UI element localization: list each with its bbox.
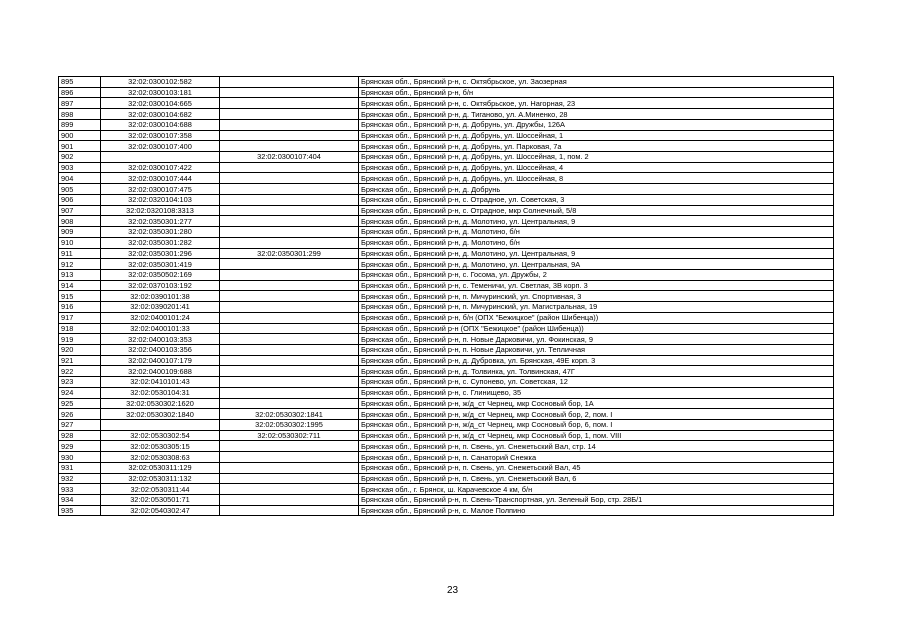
related-cadastral-number-cell <box>220 162 359 173</box>
related-cadastral-number-cell <box>220 355 359 366</box>
row-number-cell: 917 <box>59 312 101 323</box>
table-row <box>59 505 834 516</box>
related-cadastral-number-cell: 32:02:0350301:299 <box>220 248 359 259</box>
row-number-cell: 921 <box>59 355 101 366</box>
row-number-cell: 929 <box>59 441 101 452</box>
cadastral-number-cell: 32:02:0530308:63 <box>101 452 220 463</box>
row-number-cell: 913 <box>59 269 101 280</box>
address-cell: Брянская обл., Брянский р-н, п. Свень, ул. Снежетьский Вал, стр. 14 <box>359 441 834 452</box>
table-row <box>59 77 834 88</box>
row-number-cell: 916 <box>59 302 101 313</box>
cadastral-number-cell: 32:02:0530302:1620 <box>101 398 220 409</box>
related-cadastral-number-cell <box>220 87 359 98</box>
table-row <box>59 205 834 216</box>
address-cell: Брянская обл., Брянский р-н, ж/д_ст Чернец, мкр Сосновый бор, 2, пом. I <box>359 409 834 420</box>
table-row <box>59 130 834 141</box>
cadastral-number-cell: 32:02:0300107:358 <box>101 130 220 141</box>
related-cadastral-number-cell <box>220 366 359 377</box>
address-cell: Брянская обл., Брянский р-н (ОПХ "Бежицкое" (район Шибенца)) <box>359 323 834 334</box>
cadastral-number-cell: 32:02:0400103:353 <box>101 334 220 345</box>
cadastral-number-cell: 32:02:0390101:38 <box>101 291 220 302</box>
related-cadastral-number-cell <box>220 184 359 195</box>
table-row <box>59 462 834 473</box>
row-number-cell: 910 <box>59 237 101 248</box>
table-row <box>59 162 834 173</box>
related-cadastral-number-cell <box>220 194 359 205</box>
address-cell: Брянская обл., Брянский р-н, д. Молотино, б/н <box>359 237 834 248</box>
related-cadastral-number-cell <box>220 291 359 302</box>
address-cell: Брянская обл., Брянский р-н, д. Добрунь, ул. Шоссейная, 1, пом. 2 <box>359 152 834 163</box>
cadastral-number-cell: 32:02:0300107:475 <box>101 184 220 195</box>
row-number-cell: 906 <box>59 194 101 205</box>
address-cell: Брянская обл., Брянский р-н, с. Октябрьское, ул. Заозерная <box>359 77 834 88</box>
row-number-cell: 926 <box>59 409 101 420</box>
cadastral-number-cell: 32:02:0530311:129 <box>101 462 220 473</box>
table-row <box>59 377 834 388</box>
table-row <box>59 355 834 366</box>
cadastral-number-cell: 32:02:0320108:3313 <box>101 205 220 216</box>
related-cadastral-number-cell <box>220 173 359 184</box>
address-cell: Брянская обл., Брянский р-н, п. Свень-Транспортная, ул. Зеленый Бор, стр. 28Б/1 <box>359 495 834 506</box>
table-row <box>59 237 834 248</box>
address-cell: Брянская обл., Брянский р-н, б/н (ОПХ "Бежицкое" (район Шибенца)) <box>359 312 834 323</box>
cadastral-number-cell: 32:02:0300102:582 <box>101 77 220 88</box>
cadastral-number-cell: 32:02:0400103:356 <box>101 344 220 355</box>
address-cell: Брянская обл., Брянский р-н, д. Молотино, ул. Центральная, 9 <box>359 216 834 227</box>
page-number: 23 <box>446 585 459 596</box>
cadastral-number-cell: 32:02:0300107:422 <box>101 162 220 173</box>
table-row <box>59 280 834 291</box>
related-cadastral-number-cell <box>220 387 359 398</box>
cadastral-number-cell: 32:02:0350301:282 <box>101 237 220 248</box>
related-cadastral-number-cell: 32:02:0530302:1995 <box>220 420 359 431</box>
address-cell: Брянская обл., Брянский р-н, д. Добрунь, ул. Шоссейная, 1 <box>359 130 834 141</box>
table-row <box>59 227 834 238</box>
cadastral-number-cell: 32:02:0400101:24 <box>101 312 220 323</box>
row-number-cell: 904 <box>59 173 101 184</box>
cadastral-number-cell: 32:02:0400109:688 <box>101 366 220 377</box>
row-number-cell: 901 <box>59 141 101 152</box>
address-cell: Брянская обл., Брянский р-н, с. Супонево, ул. Советская, 12 <box>359 377 834 388</box>
address-cell: Брянская обл., Брянский р-н, с. Октябрьское, ул. Нагорная, 23 <box>359 98 834 109</box>
row-number-cell: 905 <box>59 184 101 195</box>
cadastral-number-cell: 32:02:0370103:192 <box>101 280 220 291</box>
table-row <box>59 344 834 355</box>
related-cadastral-number-cell <box>220 77 359 88</box>
table-row <box>59 484 834 495</box>
address-cell: Брянская обл., Брянский р-н, п. Санаторий Снежка <box>359 452 834 463</box>
row-number-cell: 899 <box>59 119 101 130</box>
related-cadastral-number-cell: 32:02:0530302:1841 <box>220 409 359 420</box>
row-number-cell: 909 <box>59 227 101 238</box>
address-cell: Брянская обл., Брянский р-н, п. Новые Дарковичи, ул. Тепличная <box>359 344 834 355</box>
table-row <box>59 430 834 441</box>
row-number-cell: 935 <box>59 505 101 516</box>
table-row <box>59 152 834 163</box>
address-cell: Брянская обл., Брянский р-н, п. Новые Дарковичи, ул. Фокинская, 9 <box>359 334 834 345</box>
row-number-cell: 900 <box>59 130 101 141</box>
table-row <box>59 366 834 377</box>
table-row <box>59 473 834 484</box>
row-number-cell: 927 <box>59 420 101 431</box>
address-cell: Брянская обл., Брянский р-н, д. Тиганово, ул. А.Миненко, 28 <box>359 109 834 120</box>
related-cadastral-number-cell <box>220 344 359 355</box>
table-row <box>59 302 834 313</box>
cadastral-number-cell: 32:02:0350301:280 <box>101 227 220 238</box>
related-cadastral-number-cell <box>220 334 359 345</box>
row-number-cell: 919 <box>59 334 101 345</box>
cadastral-number-cell: 32:02:0410101:43 <box>101 377 220 388</box>
cadastral-number-cell: 32:02:0530104:31 <box>101 387 220 398</box>
row-number-cell: 914 <box>59 280 101 291</box>
row-number-cell: 930 <box>59 452 101 463</box>
address-cell: Брянская обл., Брянский р-н, с. Госома, ул. Дружбы, 2 <box>359 269 834 280</box>
related-cadastral-number-cell <box>220 462 359 473</box>
related-cadastral-number-cell <box>220 280 359 291</box>
row-number-cell: 931 <box>59 462 101 473</box>
related-cadastral-number-cell <box>220 216 359 227</box>
table-row <box>59 109 834 120</box>
row-number-cell: 928 <box>59 430 101 441</box>
address-cell: Брянская обл., Брянский р-н, д. Добрунь, ул. Дружбы, 126А <box>359 119 834 130</box>
table-row <box>59 495 834 506</box>
cadastral-number-cell: 32:02:0300104:688 <box>101 119 220 130</box>
row-number-cell: 932 <box>59 473 101 484</box>
related-cadastral-number-cell <box>220 377 359 388</box>
cadastral-number-cell: 32:02:0320104:103 <box>101 194 220 205</box>
related-cadastral-number-cell <box>220 109 359 120</box>
address-cell: Брянская обл., Брянский р-н, д. Молотино, ул. Центральная, 9 <box>359 248 834 259</box>
related-cadastral-number-cell <box>220 398 359 409</box>
related-cadastral-number-cell <box>220 323 359 334</box>
cadastral-number-cell: 32:02:0300107:444 <box>101 173 220 184</box>
cadastral-number-cell: 32:02:0390201:41 <box>101 302 220 313</box>
table-row <box>59 259 834 270</box>
address-cell: Брянская обл., Брянский р-н, с. Отрадное, ул. Советская, 3 <box>359 194 834 205</box>
cadastral-number-cell: 32:02:0300107:400 <box>101 141 220 152</box>
row-number-cell: 911 <box>59 248 101 259</box>
row-number-cell: 922 <box>59 366 101 377</box>
related-cadastral-number-cell <box>220 269 359 280</box>
table-row <box>59 119 834 130</box>
cadastral-number-cell: 32:02:0400107:179 <box>101 355 220 366</box>
address-cell: Брянская обл., Брянский р-н, б/н <box>359 87 834 98</box>
address-cell: Брянская обл., Брянский р-н, ж/д_ст Чернец, мкр Сосновый бор, 1А <box>359 398 834 409</box>
related-cadastral-number-cell <box>220 302 359 313</box>
cadastral-number-cell <box>101 152 220 163</box>
table-row <box>59 269 834 280</box>
address-cell: Брянская обл., г. Брянск, ш. Карачевское 4 км, б/н <box>359 484 834 495</box>
table-row <box>59 398 834 409</box>
cadastral-number-cell <box>101 420 220 431</box>
related-cadastral-number-cell <box>220 495 359 506</box>
related-cadastral-number-cell: 32:02:0530302:711 <box>220 430 359 441</box>
cadastral-number-cell: 32:02:0350301:277 <box>101 216 220 227</box>
table-row <box>59 409 834 420</box>
cadastral-number-cell: 32:02:0530302:54 <box>101 430 220 441</box>
table-row <box>59 312 834 323</box>
table-row <box>59 387 834 398</box>
table-row <box>59 420 834 431</box>
address-cell: Брянская обл., Брянский р-н, с. Теменичи, ул. Светлая, 3В корп. 3 <box>359 280 834 291</box>
related-cadastral-number-cell <box>220 98 359 109</box>
row-number-cell: 925 <box>59 398 101 409</box>
related-cadastral-number-cell <box>220 119 359 130</box>
related-cadastral-number-cell <box>220 259 359 270</box>
row-number-cell: 915 <box>59 291 101 302</box>
table-row <box>59 194 834 205</box>
table-row <box>59 441 834 452</box>
table-row <box>59 184 834 195</box>
related-cadastral-number-cell <box>220 237 359 248</box>
cadastral-number-cell: 32:02:0400101:33 <box>101 323 220 334</box>
address-cell: Брянская обл., Брянский р-н, д. Молотино, б/н <box>359 227 834 238</box>
address-cell: Брянская обл., Брянский р-н, п. Мичуринский, ул. Спортивная, 3 <box>359 291 834 302</box>
row-number-cell: 903 <box>59 162 101 173</box>
cadastral-number-cell: 32:02:0350301:419 <box>101 259 220 270</box>
cadastral-number-cell: 32:02:0300103:181 <box>101 87 220 98</box>
related-cadastral-number-cell: 32:02:0300107:404 <box>220 152 359 163</box>
address-cell: Брянская обл., Брянский р-н, п. Свень, ул. Снежетьский Вал, 6 <box>359 473 834 484</box>
address-cell: Брянская обл., Брянский р-н, с. Глинищево, 35 <box>359 387 834 398</box>
table-row <box>59 173 834 184</box>
related-cadastral-number-cell <box>220 312 359 323</box>
row-number-cell: 902 <box>59 152 101 163</box>
related-cadastral-number-cell <box>220 505 359 516</box>
table-row <box>59 452 834 463</box>
cadastral-number-cell: 32:02:0350301:296 <box>101 248 220 259</box>
address-cell: Брянская обл., Брянский р-н, д. Добрунь, ул. Шоссейная, 8 <box>359 173 834 184</box>
related-cadastral-number-cell <box>220 141 359 152</box>
related-cadastral-number-cell <box>220 130 359 141</box>
cadastral-number-cell: 32:02:0350502:169 <box>101 269 220 280</box>
cadastral-number-cell: 32:02:0530311:44 <box>101 484 220 495</box>
table-row <box>59 291 834 302</box>
cadastral-number-cell: 32:02:0300104:665 <box>101 98 220 109</box>
row-number-cell: 918 <box>59 323 101 334</box>
address-cell: Брянская обл., Брянский р-н, д. Молотино, ул. Центральная, 9А <box>359 259 834 270</box>
cadastral-number-cell: 32:02:0530501:71 <box>101 495 220 506</box>
address-cell: Брянская обл., Брянский р-н, ж/д_ст Чернец, мкр Сосновый бор, 1, пом. VIII <box>359 430 834 441</box>
table-row <box>59 323 834 334</box>
row-number-cell: 912 <box>59 259 101 270</box>
row-number-cell: 908 <box>59 216 101 227</box>
row-number-cell: 897 <box>59 98 101 109</box>
address-cell: Брянская обл., Брянский р-н, с. Малое Полпино <box>359 505 834 516</box>
property-table-body <box>59 77 834 516</box>
address-cell: Брянская обл., Брянский р-н, д. Дубровка, ул. Брянская, 49Е корп. 3 <box>359 355 834 366</box>
cadastral-number-cell: 32:02:0530305:15 <box>101 441 220 452</box>
row-number-cell: 896 <box>59 87 101 98</box>
address-cell: Брянская обл., Брянский р-н, с. Отрадное, мкр Солнечный, 5/8 <box>359 205 834 216</box>
cadastral-number-cell: 32:02:0540302:47 <box>101 505 220 516</box>
table-row <box>59 216 834 227</box>
related-cadastral-number-cell <box>220 441 359 452</box>
table-row <box>59 87 834 98</box>
row-number-cell: 907 <box>59 205 101 216</box>
related-cadastral-number-cell <box>220 473 359 484</box>
table-row <box>59 248 834 259</box>
row-number-cell: 895 <box>59 77 101 88</box>
row-number-cell: 934 <box>59 495 101 506</box>
cadastral-number-cell: 32:02:0300104:682 <box>101 109 220 120</box>
row-number-cell: 898 <box>59 109 101 120</box>
address-cell: Брянская обл., Брянский р-н, д. Добрунь <box>359 184 834 195</box>
table-row <box>59 98 834 109</box>
property-table <box>58 76 834 516</box>
address-cell: Брянская обл., Брянский р-н, п. Мичуринский, ул. Магистральная, 19 <box>359 302 834 313</box>
table-row <box>59 141 834 152</box>
address-cell: Брянская обл., Брянский р-н, д. Толвинка, ул. Толвинская, 47Г <box>359 366 834 377</box>
address-cell: Брянская обл., Брянский р-н, ж/д_ст Чернец, мкр Сосновый бор, 6, пом. I <box>359 420 834 431</box>
related-cadastral-number-cell <box>220 452 359 463</box>
row-number-cell: 924 <box>59 387 101 398</box>
related-cadastral-number-cell <box>220 484 359 495</box>
related-cadastral-number-cell <box>220 227 359 238</box>
row-number-cell: 920 <box>59 344 101 355</box>
related-cadastral-number-cell <box>220 205 359 216</box>
address-cell: Брянская обл., Брянский р-н, д. Добрунь, ул. Парковая, 7а <box>359 141 834 152</box>
table-row <box>59 334 834 345</box>
row-number-cell: 923 <box>59 377 101 388</box>
cadastral-number-cell: 32:02:0530311:132 <box>101 473 220 484</box>
address-cell: Брянская обл., Брянский р-н, п. Свень, ул. Снежетьский Вал, 45 <box>359 462 834 473</box>
address-cell: Брянская обл., Брянский р-н, д. Добрунь, ул. Шоссейная, 4 <box>359 162 834 173</box>
row-number-cell: 933 <box>59 484 101 495</box>
cadastral-number-cell: 32:02:0530302:1840 <box>101 409 220 420</box>
